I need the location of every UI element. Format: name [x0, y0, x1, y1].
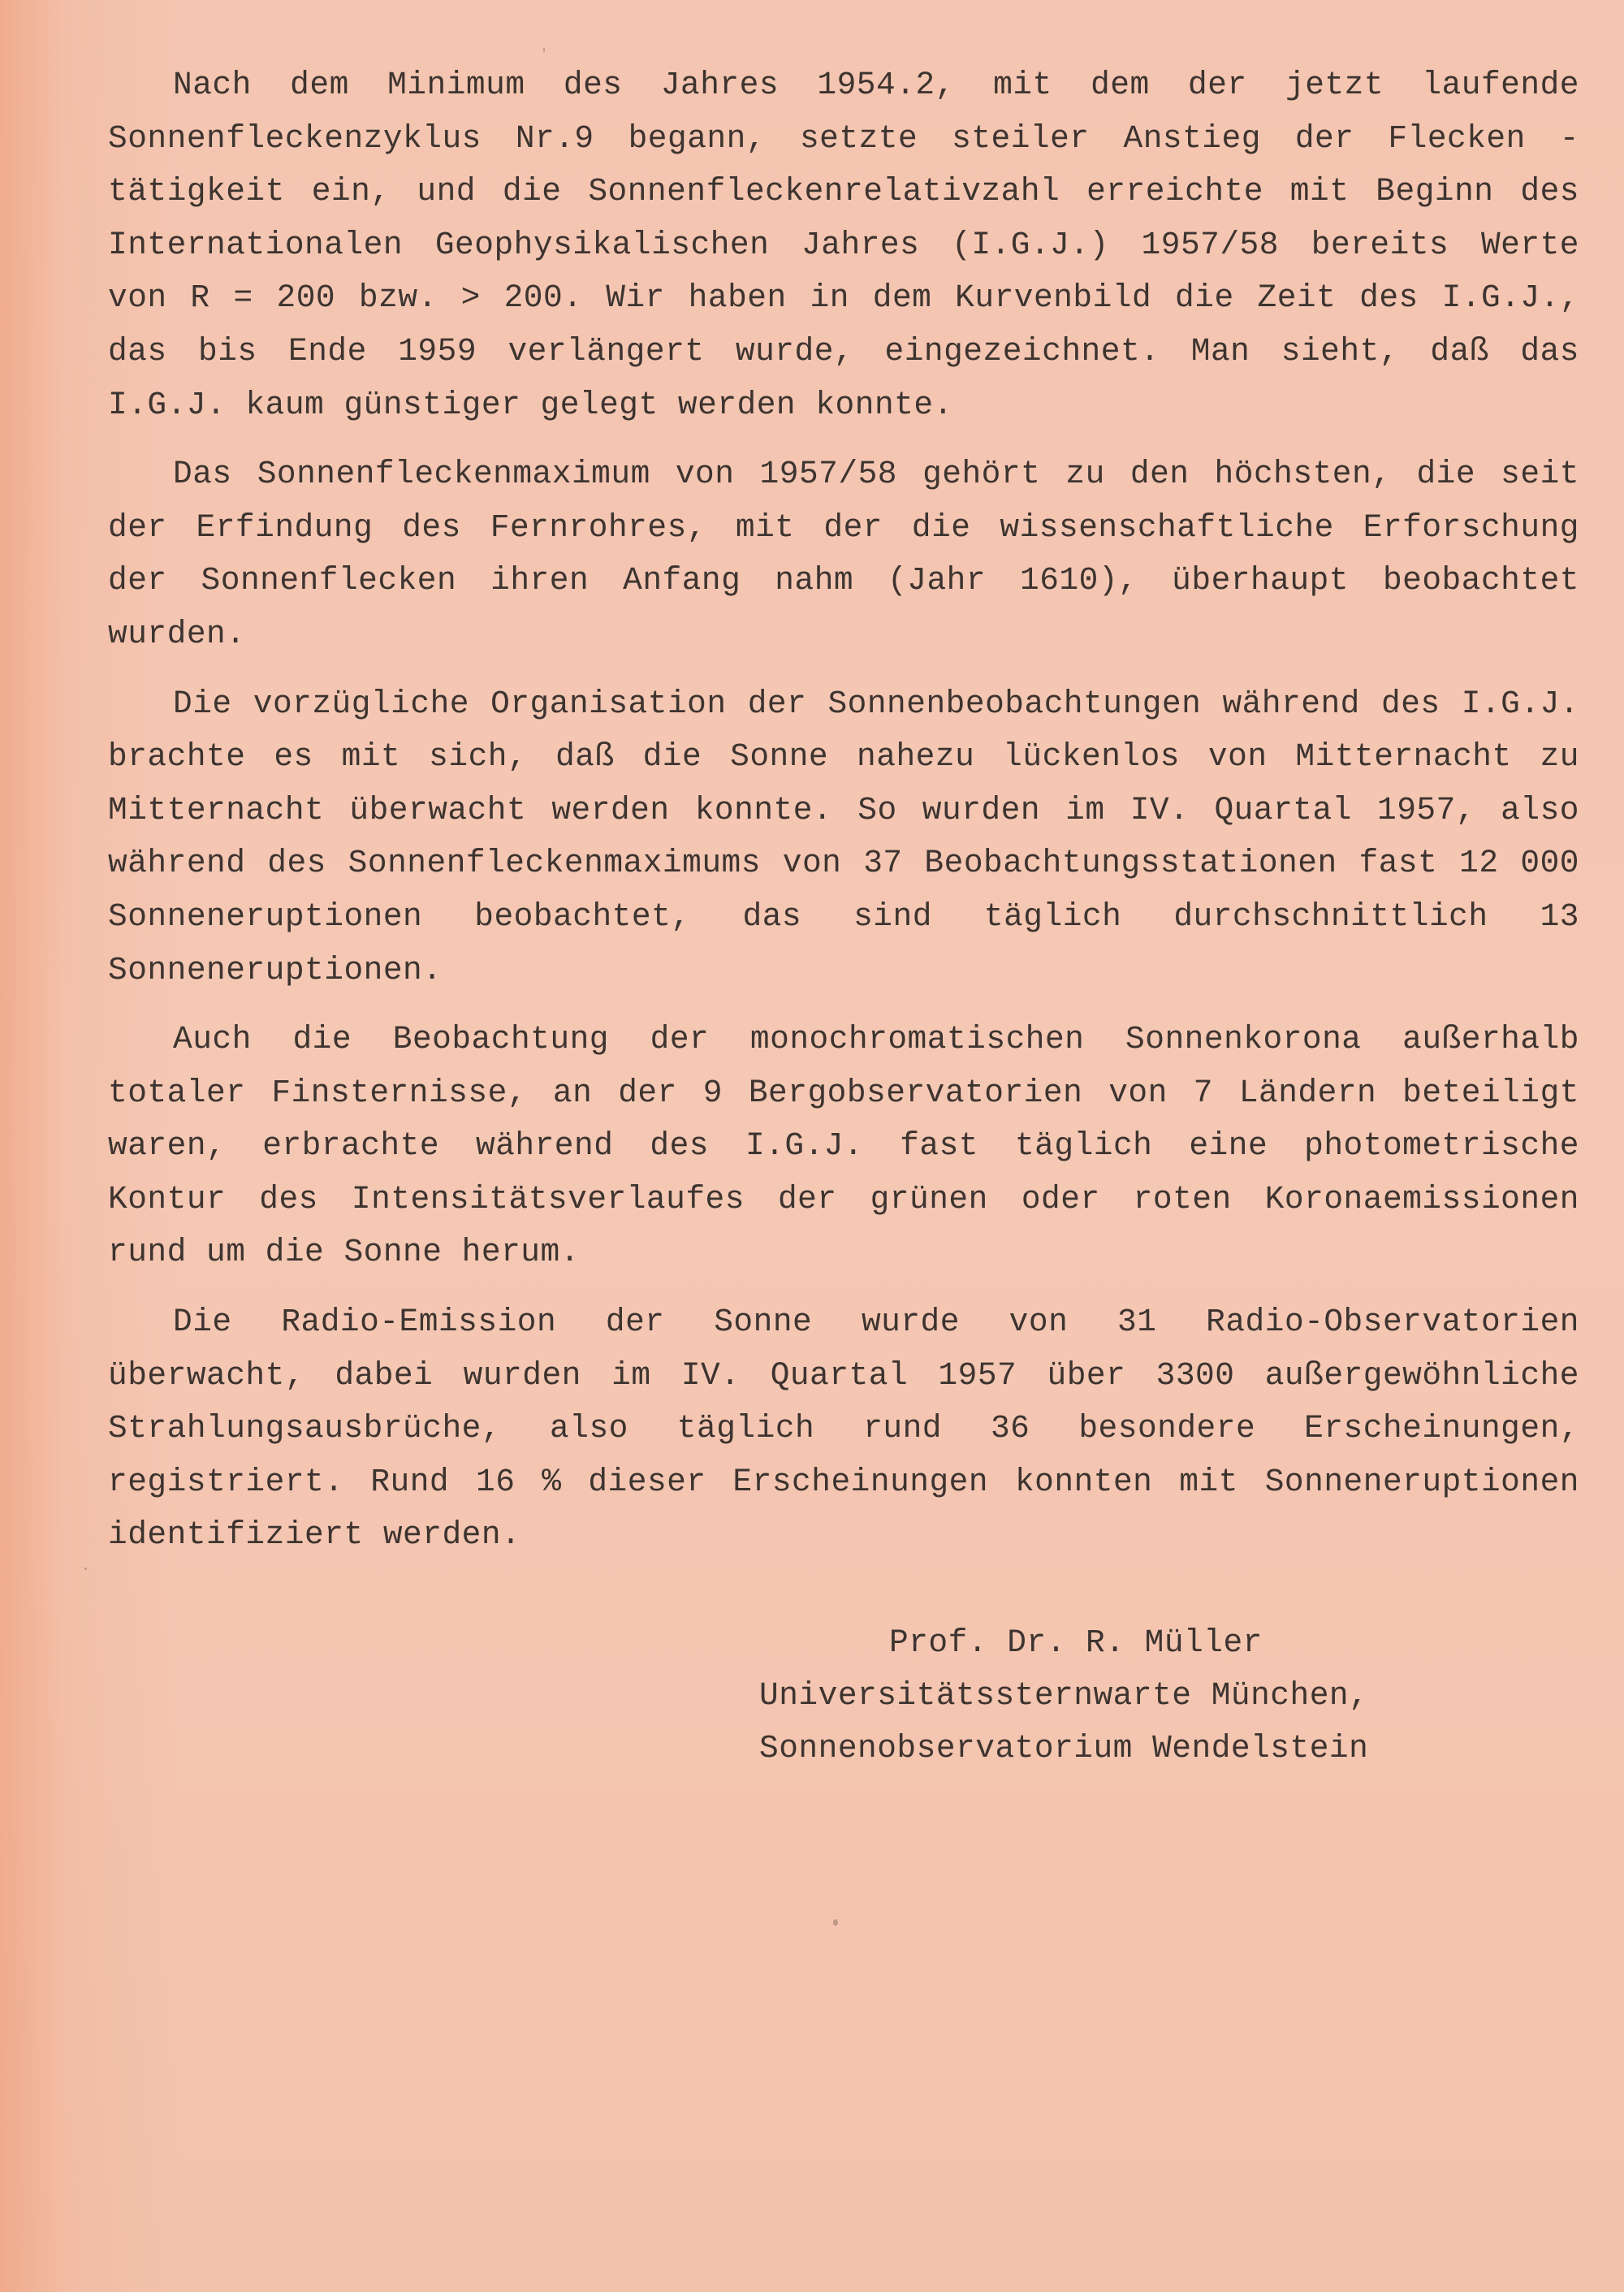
paragraph-1: Nach dem Minimum des Jahres 1954.2, mit dem der jetzt laufende Sonnenfleckenzyklus Nr.9 begann, setzte steiler Anstieg der Flecken - tätigkeit ein, und die Sonnenfleckenrelativzahl erreichte mit Beginn des Internationalen Geophysikalischen Jahres (I.G.J.) 1957/58 bereits Werte von R = 200 bzw. > 200. Wir haben in dem Kurvenbild die Zeit des I.G.J., das bis Ende 1959 verlängert wurde, eingezeichnet. Man sieht, daß das I.G.J. kaum günstiger gelegt werden konnte.: [108, 67, 1579, 423]
author-observatory: Sonnenobservatorium Wendelstein: [759, 1730, 1369, 1767]
author-name: Prof. Dr. R. Müller: [889, 1624, 1263, 1661]
paragraph-2: Das Sonnenfleckenmaximum von 1957/58 gehört zu den höchsten, die seit der Erfindung des Fernrohres, mit der die wissenschaftliche Erforschung der Sonnenflecken ihren Anfang nahm (Jahr 1610), überhaupt beobachtet wurden.: [108, 456, 1579, 652]
body-text: [108, 58, 1579, 1578]
paper-speck: [84, 1568, 87, 1570]
paper-speck: [833, 1919, 838, 1926]
author-institution: Universitätssternwarte München,: [759, 1677, 1369, 1714]
paragraph-4: Auch die Beobachtung der monochromatischen Sonnenkorona außerhalb totaler Finsternisse, an der 9 Bergobservatorien von 7 Ländern beteiligt waren, erbrachte während des I.G.J. fast täglich eine photometrische Kontur des Intensitätsverlaufes der grünen oder roten Koronaemissionen rund um die Sonne herum.: [108, 1021, 1579, 1271]
paragraph-3: Die vorzügliche Organisation der Sonnenbeobachtungen während des I.G.J. brachte es mit sich, daß die Sonne nahezu lückenlos von Mitternacht zu Mitternacht überwacht werden konnte. So wurden im IV. Quartal 1957, also während des Sonnenfleckenmaximums von 37 Beobachtungsstationen fast 12 000 Sonneneruptionen beobachtet, das sind täglich durchschnittlich 13 Sonneneruptionen.: [108, 685, 1579, 988]
paragraph-5: Die Radio-Emission der Sonne wurde von 31 Radio-Observatorien überwacht, dabei wurden im IV. Quartal 1957 über 3300 außergewöhnliche Strahlungsausbrüche, also täglich rund 36 besondere Erscheinungen, registriert. Rund 16 % dieser Erscheinungen konnten mit Sonneneruptionen identifiziert werden.: [108, 1304, 1579, 1554]
paper-speck: [543, 47, 545, 52]
signature-block: [759, 1616, 1368, 1775]
